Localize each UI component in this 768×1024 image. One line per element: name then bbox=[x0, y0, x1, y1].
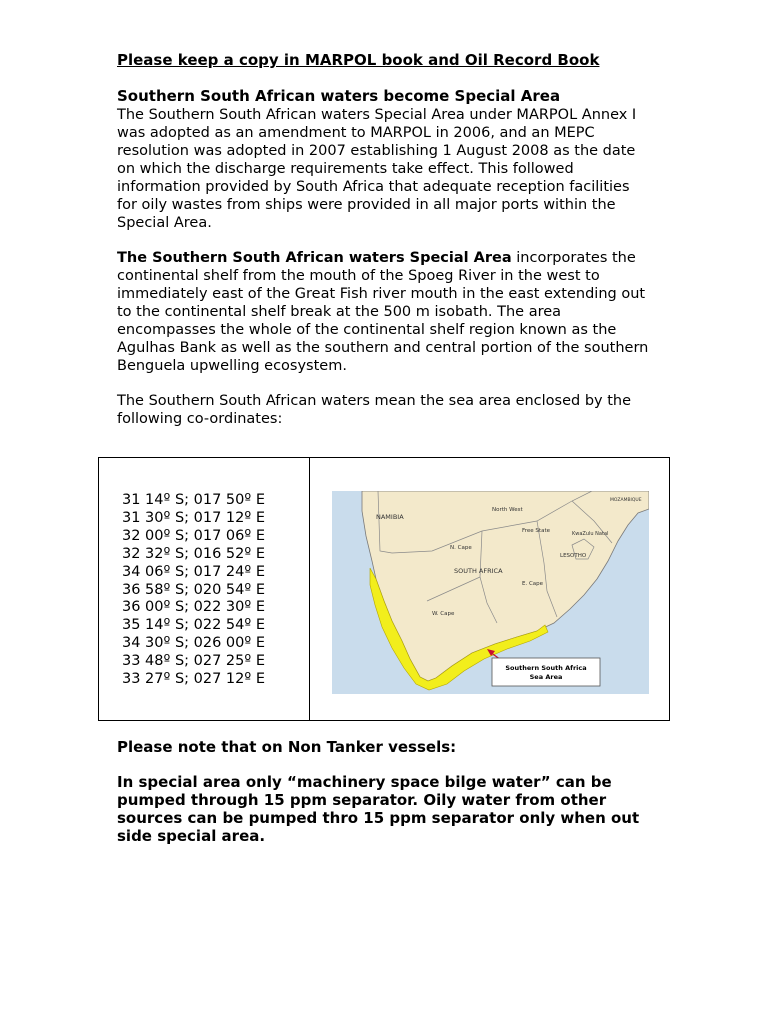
map-label-mozambique: MOZAMBIQUE bbox=[610, 498, 642, 503]
coordinates-list bbox=[99, 458, 310, 720]
map-label-north-west: North West bbox=[492, 507, 523, 513]
paragraph-extent-lead: The Southern South African waters Special Area bbox=[117, 250, 512, 266]
paragraph-adoption: The Southern South African waters Special Area under MARPOL Annex I was adopted as an amendment to MARPOL in 2006, and an MEPC resolution was adopted in 2007 establishing 1 August 2008 as the date on which the discharge requirements take effect. This followed information provided by South Africa that adequate reception facilities for oily wastes from ships were provided in all major ports within the Special Area. bbox=[117, 107, 637, 231]
special-area-map bbox=[332, 491, 649, 694]
section-title: Southern South African waters become Special Area bbox=[117, 87, 561, 105]
paragraph-extent bbox=[117, 249, 652, 375]
coordinate-row: 35 14º S; 022 54º E bbox=[122, 617, 265, 634]
coordinate-row: 32 00º S; 017 06º E bbox=[122, 527, 265, 544]
map-label-w-cape: W. Cape bbox=[432, 611, 455, 617]
coordinate-row: 36 58º S; 020 54º E bbox=[122, 581, 265, 598]
coordinate-row: 34 06º S; 017 24º E bbox=[122, 563, 265, 580]
document-body bbox=[117, 50, 652, 428]
coordinate-row: 33 48º S; 027 25º E bbox=[122, 653, 265, 670]
coordinate-row: 33 27º S; 027 12º E bbox=[122, 671, 265, 688]
callout-line-2: Sea Area bbox=[529, 673, 563, 681]
coordinate-row: 32 32º S; 016 52º E bbox=[122, 545, 265, 562]
map-label-free-state: Free State bbox=[522, 528, 550, 534]
paragraph-coordinates-intro: The Southern South African waters mean the sea area enclosed by the following co-ordinates: bbox=[117, 393, 632, 427]
note-body: In special area only “machinery space bilge water” can be pumped through 15 ppm separator. Oily water from other sources can be pumped thro 15 ppm separator only when out side special area. bbox=[117, 773, 640, 845]
coordinate-row: 34 30º S; 026 00º E bbox=[122, 635, 265, 652]
map-label-namibia: NAMIBIA bbox=[376, 513, 404, 521]
map-label-lesotho: LESOTHO bbox=[560, 553, 587, 559]
map-label-n-cape: N. Cape bbox=[450, 545, 472, 551]
coordinate-row: 31 14º S; 017 50º E bbox=[122, 492, 265, 508]
copy-instruction-heading: Please keep a copy in MARPOL book and Oil Record Book bbox=[117, 51, 600, 69]
coordinate-row: 36 00º S; 022 30º E bbox=[122, 599, 265, 616]
map-cell bbox=[310, 458, 669, 720]
coordinate-row: 31 30º S; 017 12º E bbox=[122, 509, 265, 526]
paragraph-extent-body: incorporates the continental shelf from the mouth of the Spoeg River in the west to immediately east of the Great Fish river mouth in the east extending out to the continental shelf break at the 500 m isobath. The area encompasses the whole of the continental shelf region known as the Agulhas Bank as well as the southern and central portion of the southern Benguela upwelling ecosystem. bbox=[117, 250, 649, 374]
callout-box bbox=[492, 658, 600, 686]
map-label-e-cape: E. Cape bbox=[522, 581, 544, 587]
map-label-south-africa: SOUTH AFRICA bbox=[454, 567, 503, 575]
map-label-kwazulu-natal: KwaZulu Natal bbox=[572, 531, 609, 537]
non-tanker-note bbox=[117, 738, 657, 845]
coordinates-table bbox=[98, 457, 670, 721]
callout-line-1: Southern South Africa bbox=[505, 664, 587, 672]
note-title: Please note that on Non Tanker vessels: bbox=[117, 738, 457, 756]
